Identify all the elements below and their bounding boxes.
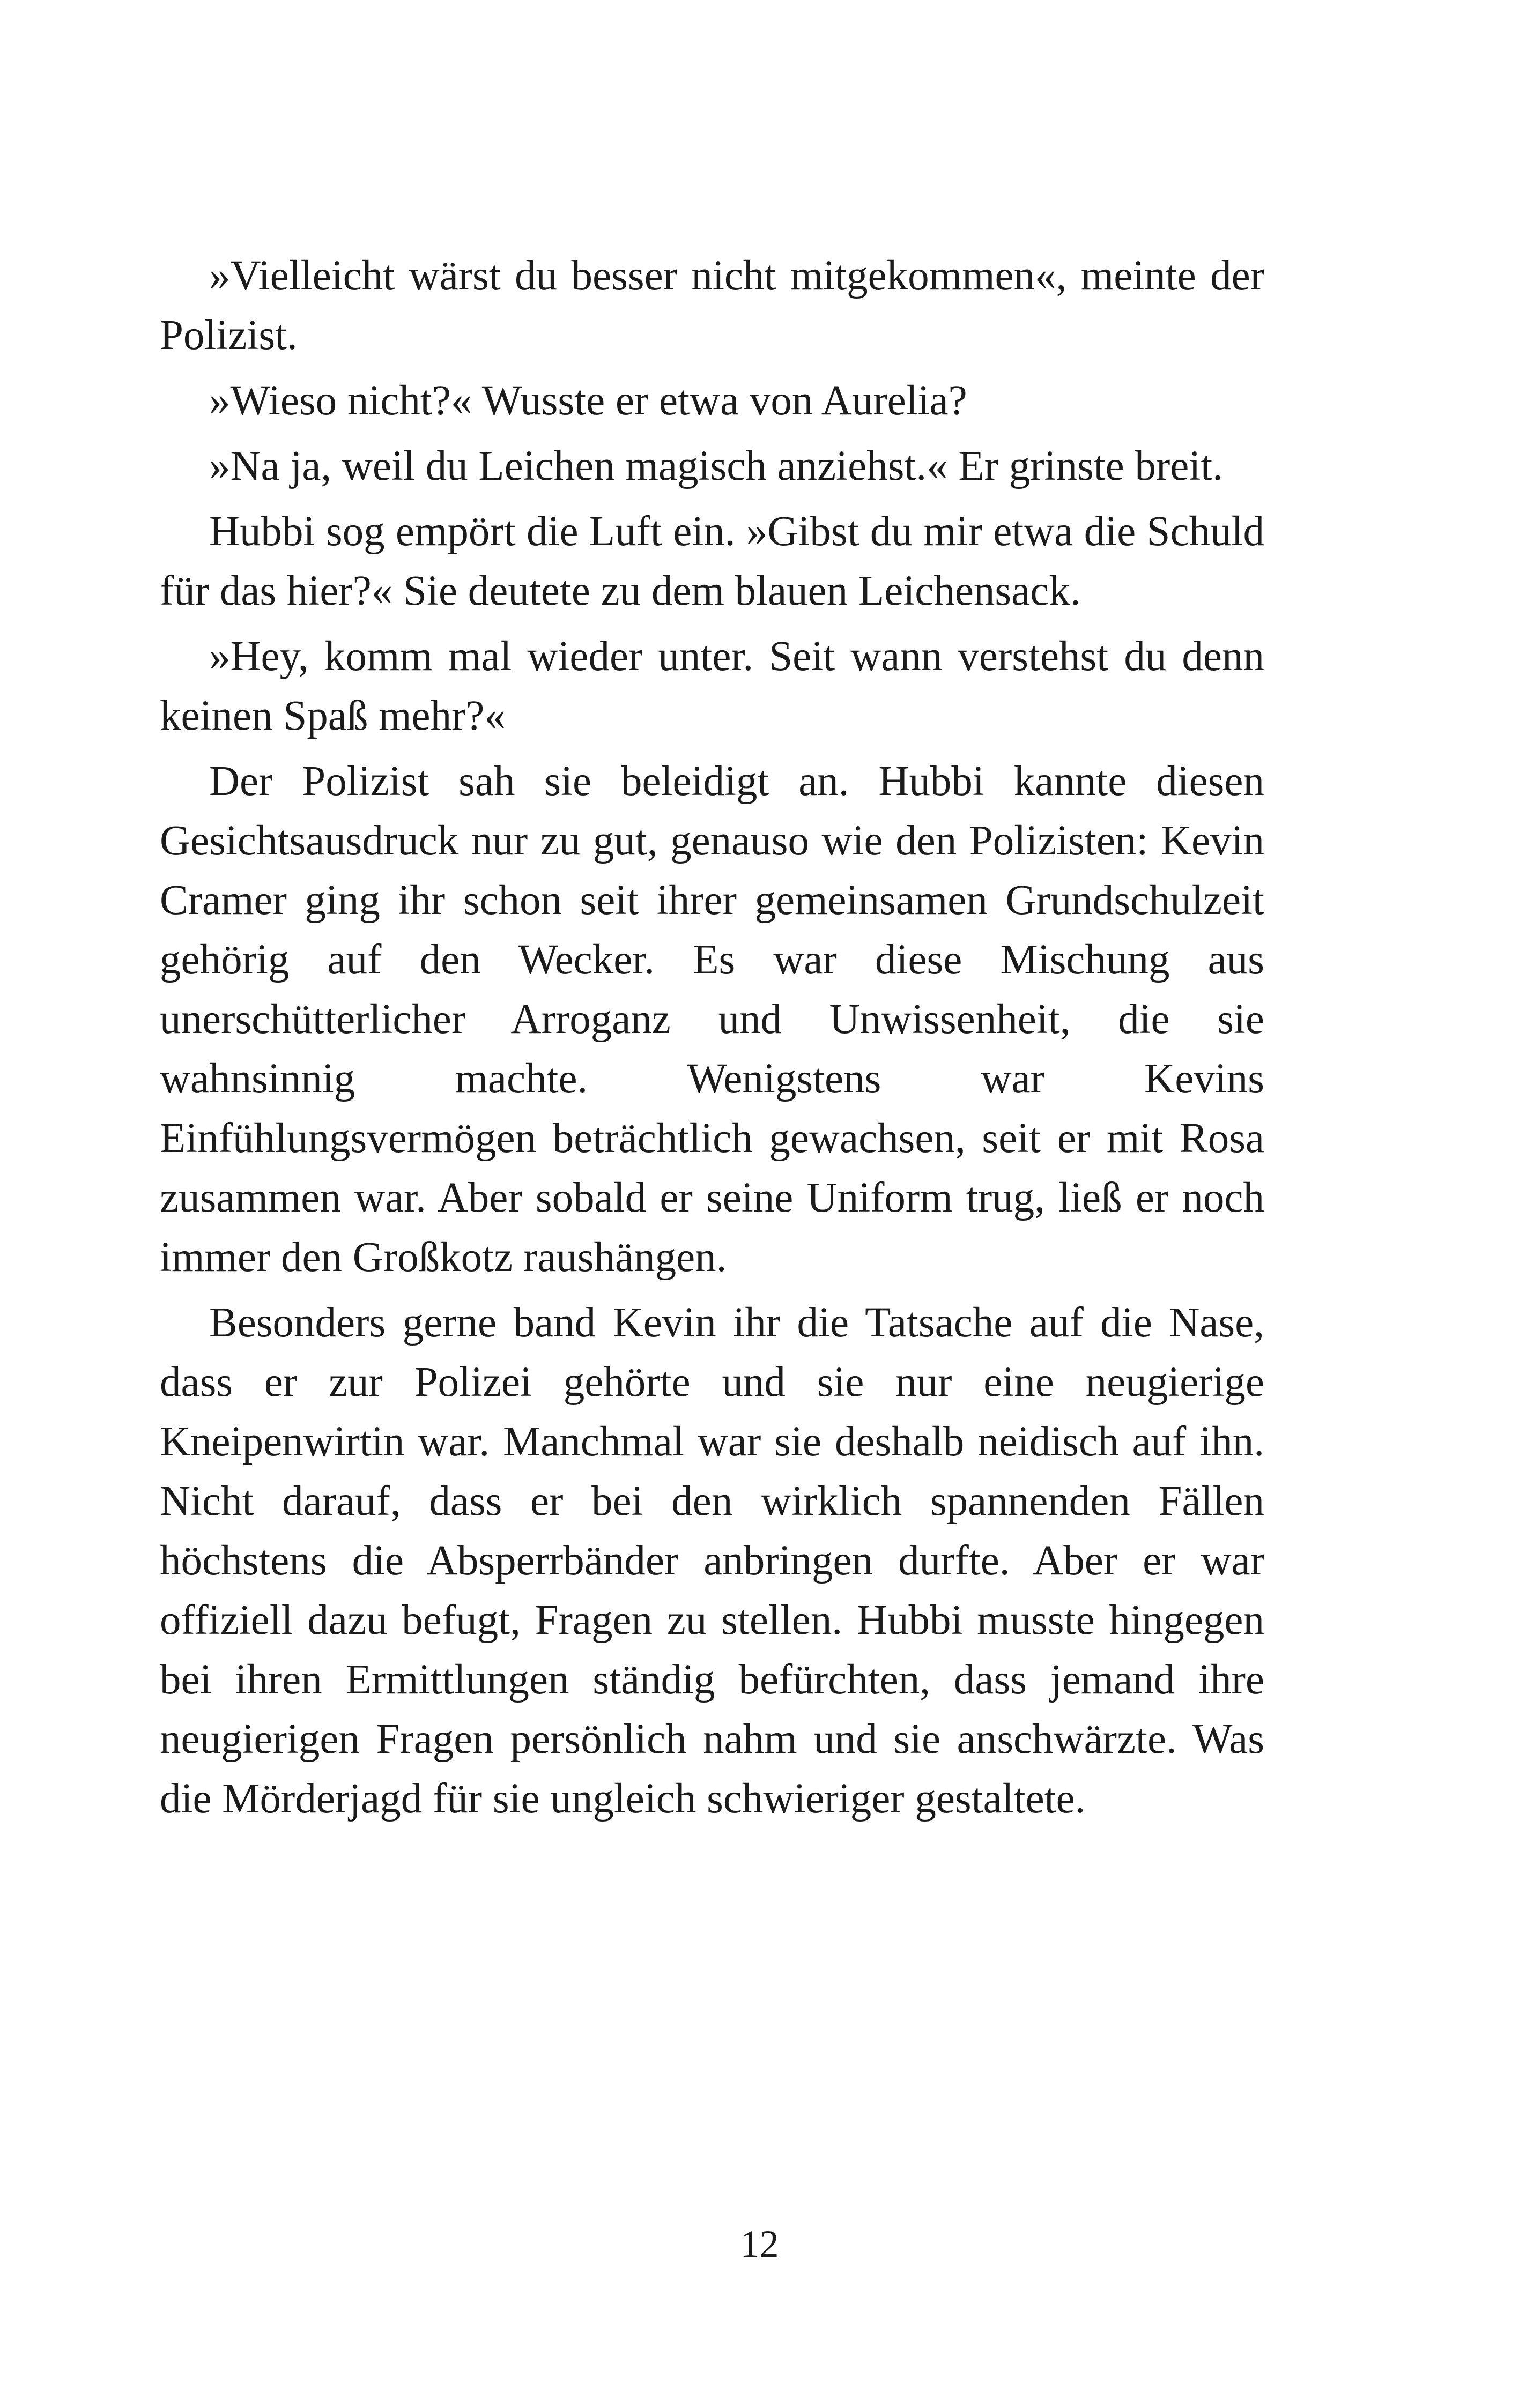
paragraph: »Vielleicht wärst du besser nicht mitgekommen«, meinte der Polizist. xyxy=(160,252,1264,359)
paragraph: Hubbi sog empört die Luft ein. »Gibst du mir etwa die Schuld für das hier?« Sie deutete zu dem blauen Leichensack. xyxy=(160,508,1264,614)
page-number: 12 xyxy=(740,2223,779,2265)
paragraph: »Na ja, weil du Leichen magisch anziehst.« Er grinste breit. xyxy=(209,443,1223,489)
body-text xyxy=(160,246,1264,1834)
paragraph: »Hey, komm mal wieder unter. Seit wann verstehst du denn keinen Spaß mehr?« xyxy=(160,633,1264,739)
paragraph: »Wieso nicht?« Wusste er etwa von Aurelia? xyxy=(209,377,967,424)
paragraph: Besonders gerne band Kevin ihr die Tatsache auf die Nase, dass er zur Polizei gehörte und sie nur eine neugierige Kneipenwirtin war. Manchmal war sie deshalb neidisch auf ihn. Nicht darauf, dass er bei den wirklich spannenden Fällen höchstens die Absperrbänder anbringen durfte. Aber er war offiziell dazu befugt, Fragen zu stellen. Hubbi musste hingegen bei ihren Ermittlungen ständig befürchten, dass jemand ihre neugierigen Fragen persönlich nahm und sie anschwärzte. Was die Mörderjagd für sie ungleich schwieriger gestaltete. xyxy=(160,1299,1264,1822)
paragraph: Der Polizist sah sie beleidigt an. Hubbi kannte diesen Gesichtsausdruck nur zu gut, genauso wie den Polizisten: Kevin Cramer ging ihr schon seit ihrer gemeinsamen Grundschulzeit gehörig auf den Wecker. Es war diese Mischung aus unerschütterlicher Arroganz und Unwissenheit, die sie wahnsinnig machte. Wenigstens war Kevins Einfühlungsvermögen beträchtlich gewachsen, seit er mit Rosa zusammen war. Aber sobald er seine Uniform trug, ließ er noch immer den Großkotz raushängen. xyxy=(160,758,1264,1281)
